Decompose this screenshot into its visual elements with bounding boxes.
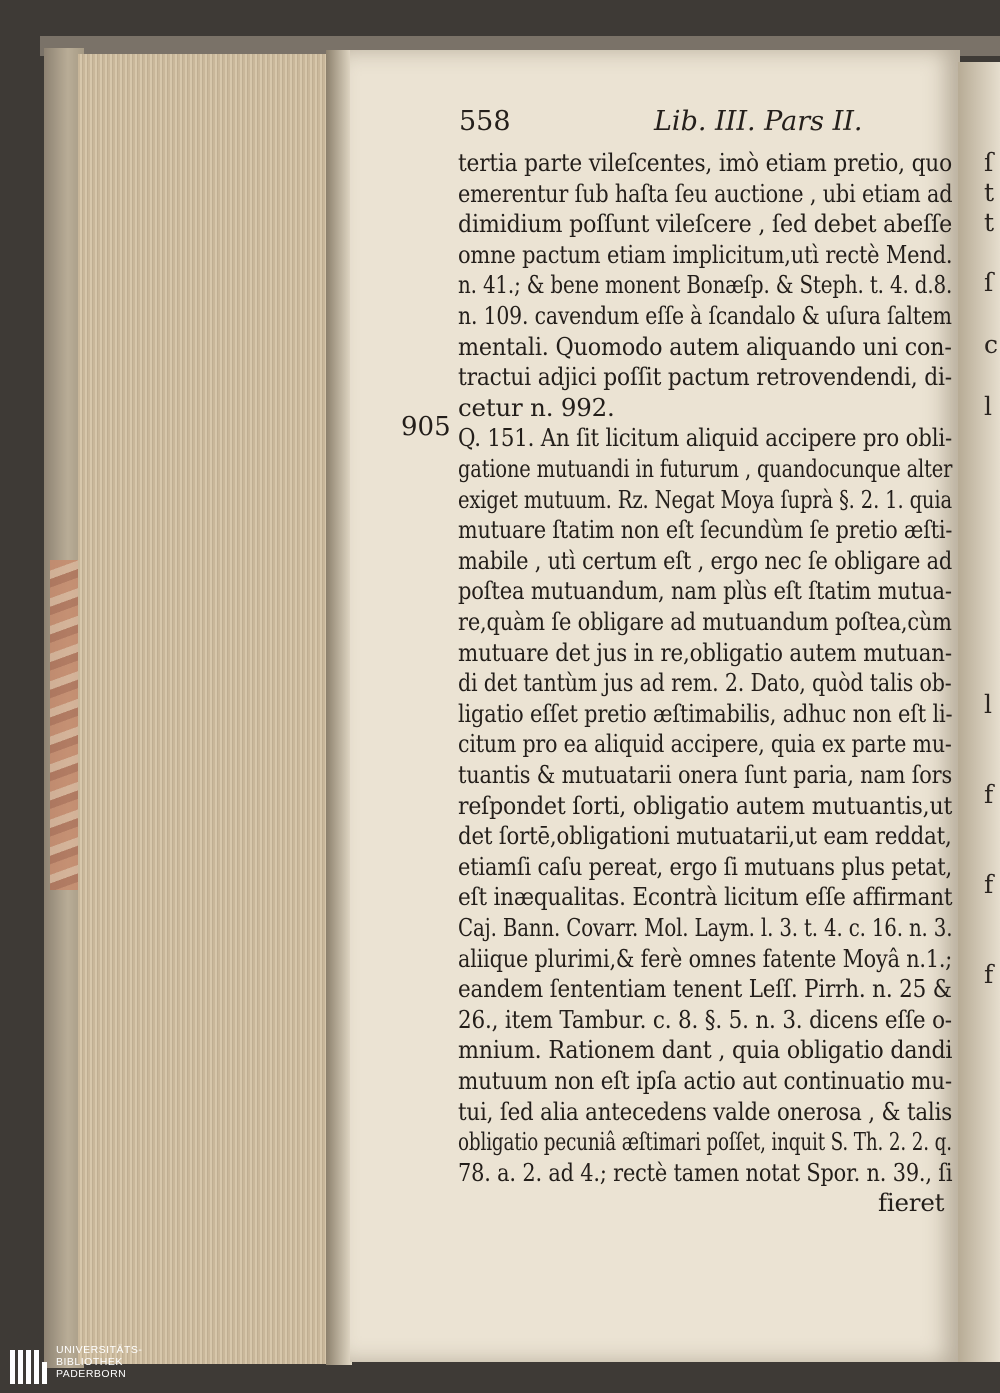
text-line: tuantis & mutuatarii onera ſunt paria, nam ſors [458,760,953,789]
text-line: n. 41.; & bene monent Bonæſp. & Steph. t. 4. d.8. [458,270,953,300]
right-page-letter: c [984,330,999,359]
logo-line-2: BIBLIOTHEK [56,1356,123,1368]
text-line: ligatio eſſet pretio æſtimabilis, adhuc non eſt li- [458,698,953,728]
text-line: n. 109. cavendum eſſe à ſcandalo & uſura ſaltem [458,301,952,330]
text-line: mutuum non eſt ipſa actio aut continuatio mu- [458,1066,952,1095]
logo-line-1: UNIVERSITÄTS- [56,1344,143,1356]
marbled-edge [50,560,78,890]
page-gutter [326,50,352,1365]
text-line: etiamſi caſu pereat, ergo ſi mutuans plus petat, [458,851,952,881]
right-page-letter: l [984,690,992,719]
text-line: omne pactum etiam implicitum,utì rectè Mend. [458,239,953,269]
text-line: obligatio pecuniâ æſtimari poſſet, inquit S. Th. 2. 2. q. [458,1127,952,1157]
running-head: Lib. III. Pars II. [654,106,863,137]
text-line: cetur n. 992. [458,392,615,422]
text-line: mentali. Quomodo autem aliquando uni con- [458,331,952,361]
text-line: Caj. Bann. Covarr. Mol. Laym. l. 3. t. 4. c. 16. n. 3. [458,913,953,942]
right-page-letter: t [984,208,995,237]
text-line: tertia parte vileſcentes, imò etiam pretio, quo [458,148,952,177]
paragraph-number: 905 [401,412,451,442]
text-line: 26., item Tambur. c. 8. §. 5. n. 3. dicens eſſe o- [458,1004,952,1034]
text-line: mutuare det jus in re,obligatio autem mutuan- [458,637,952,667]
text-line: fieret [878,1188,945,1218]
text-line: gatione mutuandi in futurum , quandocunque alter [458,454,953,483]
right-page-letter: f [984,960,994,989]
text-line: dimidium poſſunt vileſcere , ſed debet abeſſe [458,209,952,239]
text-line: 78. a. 2. ad 4.; rectè tamen notat Spor. n. 39., ſi [458,1157,953,1187]
right-page-letter: ſ [984,268,994,297]
text-line: exiget mutuum. Rz. Negat Moya ſuprà §. 2. 1. quia [458,484,952,514]
right-page-letter: f [984,780,994,809]
text-line: Q. 151. An ſit licitum aliquid accipere pro obli- [458,423,953,453]
text-line: reſpondet ſorti, obligatio autem mutuantis,ut [458,790,953,820]
text-line: re,quàm ſe obligare ad mutuandum poſtea,cùm [458,607,952,636]
text-line: det ſortē,obligationi mutuatarii,ut eam reddat, [458,821,952,851]
text-line: poſtea mutuandum, nam plùs eſt ſtatim mutua- [458,576,952,606]
text-line: tui, ſed alia antecedens valde onerosa , & talis [458,1096,952,1126]
text-line: mabile , utì certum eſt , ergo nec ſe obligare ad [458,545,953,575]
right-page-edge [958,62,1000,1362]
text-line: aliique plurimi,& ferè omnes fatente Moyâ n.1.; [458,943,953,973]
folio-number: 558 [459,106,511,137]
right-page-letter: l [984,392,992,421]
text-line: citum pro ea aliquid accipere, quia ex parte mu- [458,729,952,759]
library-logo [8,1344,168,1388]
text-line: mnium. Rationem dant , quia obligatio dandi [458,1035,953,1065]
page-block-edge [78,54,328,1364]
library-logo-icon [8,1344,52,1388]
text-line: emerentur ſub haſta ſeu auctione , ubi etiam ad [458,178,953,208]
text-line: mutuare ſtatim non eſt ſecundùm ſe pretio æſti- [458,515,953,545]
text-line: eſt inæqualitas. Econtrà licitum eſſe affirmant [458,882,953,912]
text-line: di det tantùm jus ad rem. 2. Dato, quòd talis ob- [458,668,952,698]
text-line: tractui adjici poſſit pactum retrovendendi, di- [458,362,952,392]
right-page-letter: t [984,178,995,207]
logo-line-3: PADERBORN [56,1368,127,1380]
right-page-letter: ſ [984,148,994,177]
text-line: eandem ſententiam tenent Leſſ. Pirrh. n. 25 & [458,974,952,1004]
right-page-letter: f [984,870,994,899]
